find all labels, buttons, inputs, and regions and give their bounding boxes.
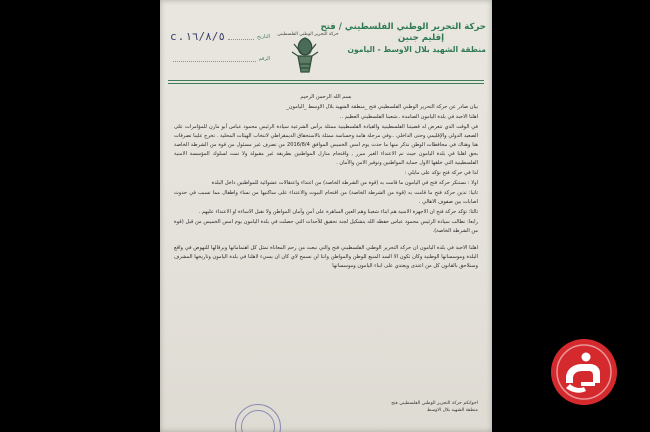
letter-page [160, 0, 492, 432]
signature-block [391, 400, 478, 414]
organization-header [320, 22, 486, 55]
point-3: ثالثا: تؤكد حركة فتح ان الاجهزة الامنية هم ابناء شعبنا وهم العين الساهرة على أمن وأمان المواطن ولا نقبل الاساءة او الاعتداء عليهم . [198, 209, 478, 215]
number-label: الرقم [258, 55, 270, 62]
emblem-caption: حركة التحرير الوطني الفلسطيني [277, 32, 339, 37]
greeting: اهلنا الاحبة في بلدة اليامون الصامدة ..شعبنا الفلسطيني العظيم .. [339, 114, 478, 120]
points-intro: لذا في حركة فتح نؤكد على مايلي : [404, 170, 478, 176]
point-1: اولا : نستنكر حركة فتح في اليامون ما قامت به (قوة من الشرطة الخاصة) من اعتداء واعتقالات عشوائية للمواطنين داخل البلدة [211, 180, 478, 186]
date-dotted-line [228, 33, 254, 40]
signature-line-1: اخوانكم حركة التحرير الوطني الفلسطيني فتح [391, 401, 478, 406]
fatah-emblem-icon [288, 22, 322, 78]
letter-body [174, 93, 478, 272]
statement-paragraph: في الوقت الذي تتعرض له قضيتنا الفلسطينية والقيادة الفلسطينية ممثلة برأس الشرعية سيادة الرئيس محمود عباس أبو مازن للمؤامرات على الصعيد الدولي والإقليمي وحتى الداخلي ..وفي مرحلة هامة وحساسة ممثلة بالاستحقاق الديمقراطي لانتخاب الهيئات المحلية . تخرج علينا تصرفات هنا وهناك في محافظات الوطن نذكر منها ما حدث يوم امس الخميس الموافق 2016/8/4 من تصرف غير مسئول من قوة من الشرطة الخاصة بحق اهلنا في بلدة اليامون حيث تم الاعتداء الغير مبرر , واقتحام منازل المواطنين بطريقة غير مقبولة ولا تمت لسلوك المؤسسة الامنية الفلسطينية التي خلقها الاول حماية المواطنين وتوفير الامن والأمان . [174, 124, 478, 166]
header-divider [168, 80, 484, 81]
number-dotted-line [173, 55, 256, 62]
basmala: بسم الله الرحمن الرحيم [300, 94, 352, 100]
header-divider-thin [168, 83, 484, 84]
ink-stamp [235, 404, 281, 432]
date-label: التاريخ [257, 33, 270, 40]
signature-line-2: منطقة الشهيد بلال الاوسط [426, 408, 478, 413]
point-2: ثانيا: تدين حركة فتح ما قامت به (قوة من الشرطة الخاصة) من اقتحام البيوت والاعتداء على ساكنيها من نساء واطفال مما تسبب في حدوث اصابات بين صفوف الاهالي . [174, 190, 478, 205]
org-area: منطقة الشهيد بلال الاوسط - اليامون [347, 45, 486, 54]
closing-paragraph: اهلنا الاحبة في بلدة اليامون ان حركة التحرير الوطني الفلسطيني فتح والتي نبعت من رحم المعاناة تمثل كل اهتماماتها وبرقالها للنهوض في واقع البلدة وموسساتها الوطنية وكان تكون الا السد المنيع للوطن والمواطن وانتا لن نسمح لاي كان ان يسيء لاهلنا في بلدة اليامون وتاريخها المشرف وسنلاحق بالقانون كل من اعتدى ويعتدي على ابناء اليامون وموسساتها [174, 245, 478, 269]
date-number-block [170, 30, 270, 62]
point-4: رابعا: نطالب سيادة الرئيس محمود عباس حفظه الله بتشكيل لجنة تحقيق للأحداث التي حصلت في بلدة اليامون يوم امس الخميس من قبل (قوة من الشرطة الخاصة). [174, 219, 478, 234]
statement-intro: بيان صادر عن حركة التحرير الوطني الفلسطيني فتح _منطقة الشهيد بلال الاوسط _اليامون_ [286, 104, 478, 110]
media-brand-logo-icon [550, 338, 618, 406]
org-name: حركة التحرير الوطني الفلسطيني / فتح [320, 22, 486, 32]
date-value: c.١٦/٨/٥ [170, 30, 225, 43]
org-region: إقليم جنين [397, 33, 445, 43]
date-row [170, 30, 270, 43]
number-row [170, 43, 270, 62]
